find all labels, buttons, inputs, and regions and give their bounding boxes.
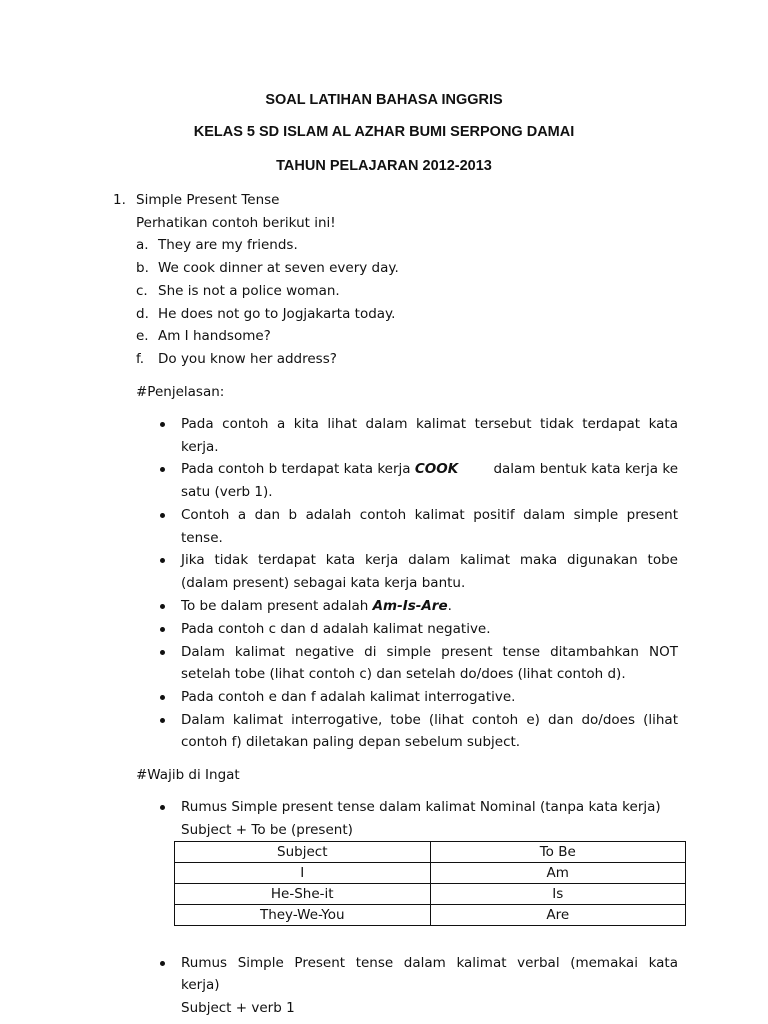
example-label: b.: [136, 260, 149, 276]
example-text: Am I handsome?: [158, 328, 271, 344]
academic-year-heading: TAHUN PELAJARAN 2012-2013: [276, 158, 492, 174]
example-text: He does not go to Jogjakarta today.: [158, 306, 396, 322]
explanation-text: To be dalam present adalah: [181, 598, 373, 614]
explanation-line: setelah tobe (lihat contoh c) dan setelah do/does (lihat contoh d).: [181, 666, 626, 682]
table-header-cell: To Be: [430, 842, 686, 863]
explanation-line: Pada contoh e dan f adalah kalimat interrogative.: [181, 689, 516, 705]
bullet: [160, 558, 165, 563]
bullet: [160, 422, 165, 427]
section-intro: Perhatikan contoh berikut ini!: [136, 215, 336, 231]
explanation-line: tense.: [181, 530, 223, 546]
class-school-heading: KELAS 5 SD ISLAM AL AZHAR BUMI SERPONG DAMAI: [193, 124, 575, 140]
table-cell: They-We-You: [175, 905, 431, 926]
example-text: We cook dinner at seven every day.: [158, 260, 399, 276]
explanation-heading: #Penjelasan:: [136, 384, 225, 400]
explanation-line: contoh f) diletakan paling depan sebelum subject.: [181, 734, 521, 750]
explanation-line: (dalam present) sebagai kata kerja bantu.: [181, 575, 466, 591]
explanation-line: satu (verb 1).: [181, 484, 273, 500]
table-row: [175, 863, 686, 884]
example-text: They are my friends.: [158, 237, 298, 253]
explanation-line: [181, 595, 452, 617]
nominal-rule: Rumus Simple present tense dalam kalimat Nominal (tanpa kata kerja): [181, 799, 661, 815]
example-label: c.: [136, 283, 148, 299]
bullet: [160, 513, 165, 518]
table-cell: He-She-it: [175, 884, 431, 905]
example-label: e.: [136, 328, 149, 344]
explanation-line: Jika tidak terdapat kata kerja dalam kalimat maka digunakan tobe: [181, 552, 678, 568]
verbal-rule-line: kerja): [181, 977, 220, 993]
bullet: [160, 650, 165, 655]
bullet: [160, 604, 165, 609]
example-text: She is not a police woman.: [158, 283, 340, 299]
table-row: [175, 884, 686, 905]
explanation-line: Contoh a dan b adalah contoh kalimat positif dalam simple present: [181, 507, 678, 523]
bullet: [160, 718, 165, 723]
explanation-text: dalam bentuk kata kerja ke: [493, 461, 678, 477]
table-cell: Is: [430, 884, 686, 905]
explanation-text: Pada contoh b terdapat kata kerja: [181, 461, 415, 477]
verbal-formula: Subject + verb 1: [181, 1000, 295, 1016]
subject-tobe-table: [174, 841, 686, 926]
example-label: a.: [136, 237, 149, 253]
explanation-line: kerja.: [181, 439, 219, 455]
section-title: Simple Present Tense: [136, 192, 280, 208]
table-cell: Are: [430, 905, 686, 926]
bullet: [160, 805, 165, 810]
emphasis-am-is-are: Am-Is-Are: [372, 598, 448, 614]
bullet: [160, 627, 165, 632]
document-title: SOAL LATIHAN BAHASA INGGRIS: [265, 92, 503, 108]
emphasis-cook: COOK: [414, 461, 459, 477]
explanation-line: [181, 458, 678, 480]
example-label: f.: [136, 351, 145, 367]
explanation-text: .: [447, 598, 452, 614]
explanation-line: Pada contoh c dan d adalah kalimat negative.: [181, 621, 491, 637]
verbal-rule-line: Rumus Simple Present tense dalam kalimat verbal (memakai kata: [181, 955, 678, 971]
explanation-line: Dalam kalimat interrogative, tobe (lihat contoh e) dan do/does (lihat: [181, 712, 678, 728]
section-number: 1.: [113, 192, 126, 208]
table-header-row: [175, 842, 686, 863]
explanation-line: Dalam kalimat negative di simple present tense ditambahkan NOT: [181, 644, 678, 660]
table-cell: I: [175, 863, 431, 884]
bullet: [160, 961, 165, 966]
example-label: d.: [136, 306, 149, 322]
remember-heading: #Wajib di Ingat: [136, 767, 240, 783]
nominal-formula: Subject + To be (present): [181, 822, 353, 838]
example-text: Do you know her address?: [158, 351, 337, 367]
bullet: [160, 467, 165, 472]
bullet: [160, 695, 165, 700]
table-header-cell: Subject: [175, 842, 431, 863]
explanation-line: Pada contoh a kita lihat dalam kalimat tersebut tidak terdapat kata: [181, 416, 678, 432]
table-cell: Am: [430, 863, 686, 884]
table-row: [175, 905, 686, 926]
